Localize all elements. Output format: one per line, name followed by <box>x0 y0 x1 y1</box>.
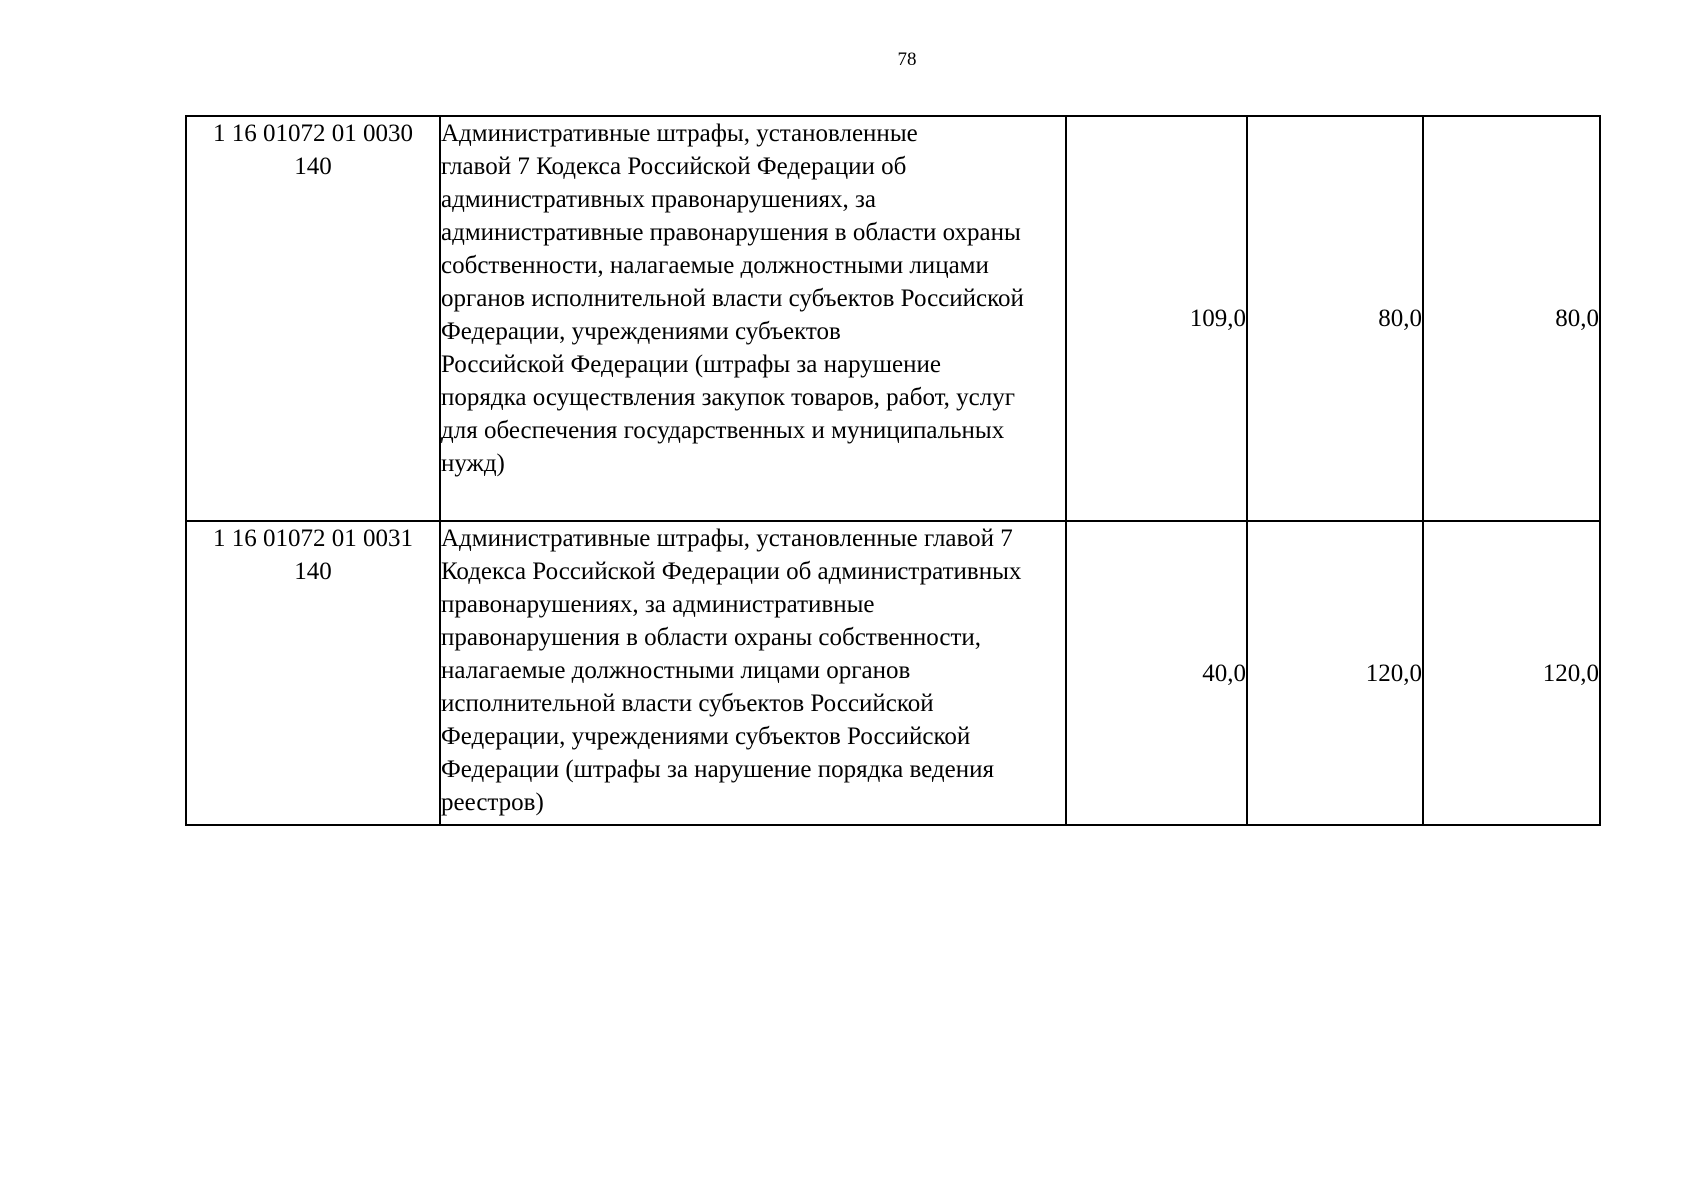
description-line: правонарушения в области охраны собственности, <box>441 624 982 651</box>
budget-code-line: 1 16 01072 01 0030 <box>213 120 413 147</box>
value-cell-year-1: 109,0 <box>1066 116 1247 521</box>
description-line: Административные штрафы, установленные <box>441 120 918 147</box>
description-line: собственности, налагаемые должностными лицами <box>441 252 989 279</box>
table-row <box>186 521 1600 825</box>
description-line: Кодекса Российской Федерации об административных <box>441 558 1022 585</box>
description-line: Федерации, учреждениями субъектов <box>441 318 841 345</box>
table-row <box>186 116 1600 521</box>
description-line: Федерации (штрафы за нарушение порядка ведения <box>441 756 994 783</box>
description-line: Федерации, учреждениями субъектов Российской <box>441 723 971 750</box>
value-cell-year-1: 40,0 <box>1066 521 1247 825</box>
description-line: Административные штрафы, установленные главой 7 <box>441 525 1013 552</box>
budget-table <box>185 115 1601 826</box>
description-line: реестров) <box>441 789 544 816</box>
description-line: нужд) <box>441 450 505 477</box>
value-cell-year-3: 120,0 <box>1423 521 1600 825</box>
budget-code-line: 1 16 01072 01 0031 <box>213 525 413 552</box>
description-line: Российской Федерации (штрафы за нарушение <box>441 351 941 378</box>
description-line: исполнительной власти субъектов Российской <box>441 690 934 717</box>
budget-code-line: 140 <box>294 558 332 585</box>
page-number: 78 <box>897 49 917 70</box>
description-cell <box>440 116 1066 521</box>
description-line: административных правонарушениях, за <box>441 186 876 213</box>
description-line: порядка осуществления закупок товаров, работ, услуг <box>441 384 1016 411</box>
budget-code-cell <box>186 521 440 825</box>
value-cell-year-2: 120,0 <box>1247 521 1423 825</box>
budget-code-line: 140 <box>294 153 332 180</box>
budget-code-cell <box>186 116 440 521</box>
description-line: налагаемые должностными лицами органов <box>441 657 911 684</box>
description-line: административные правонарушения в области охраны <box>441 219 1021 246</box>
description-line: органов исполнительной власти субъектов Российской <box>441 285 1024 312</box>
description-line: правонарушениях, за административные <box>441 591 875 618</box>
value-cell-year-2: 80,0 <box>1247 116 1423 521</box>
description-line: главой 7 Кодекса Российской Федерации об <box>441 153 907 180</box>
description-cell <box>440 521 1066 825</box>
value-cell-year-3: 80,0 <box>1423 116 1600 521</box>
description-line: для обеспечения государственных и муниципальных <box>441 417 1005 444</box>
